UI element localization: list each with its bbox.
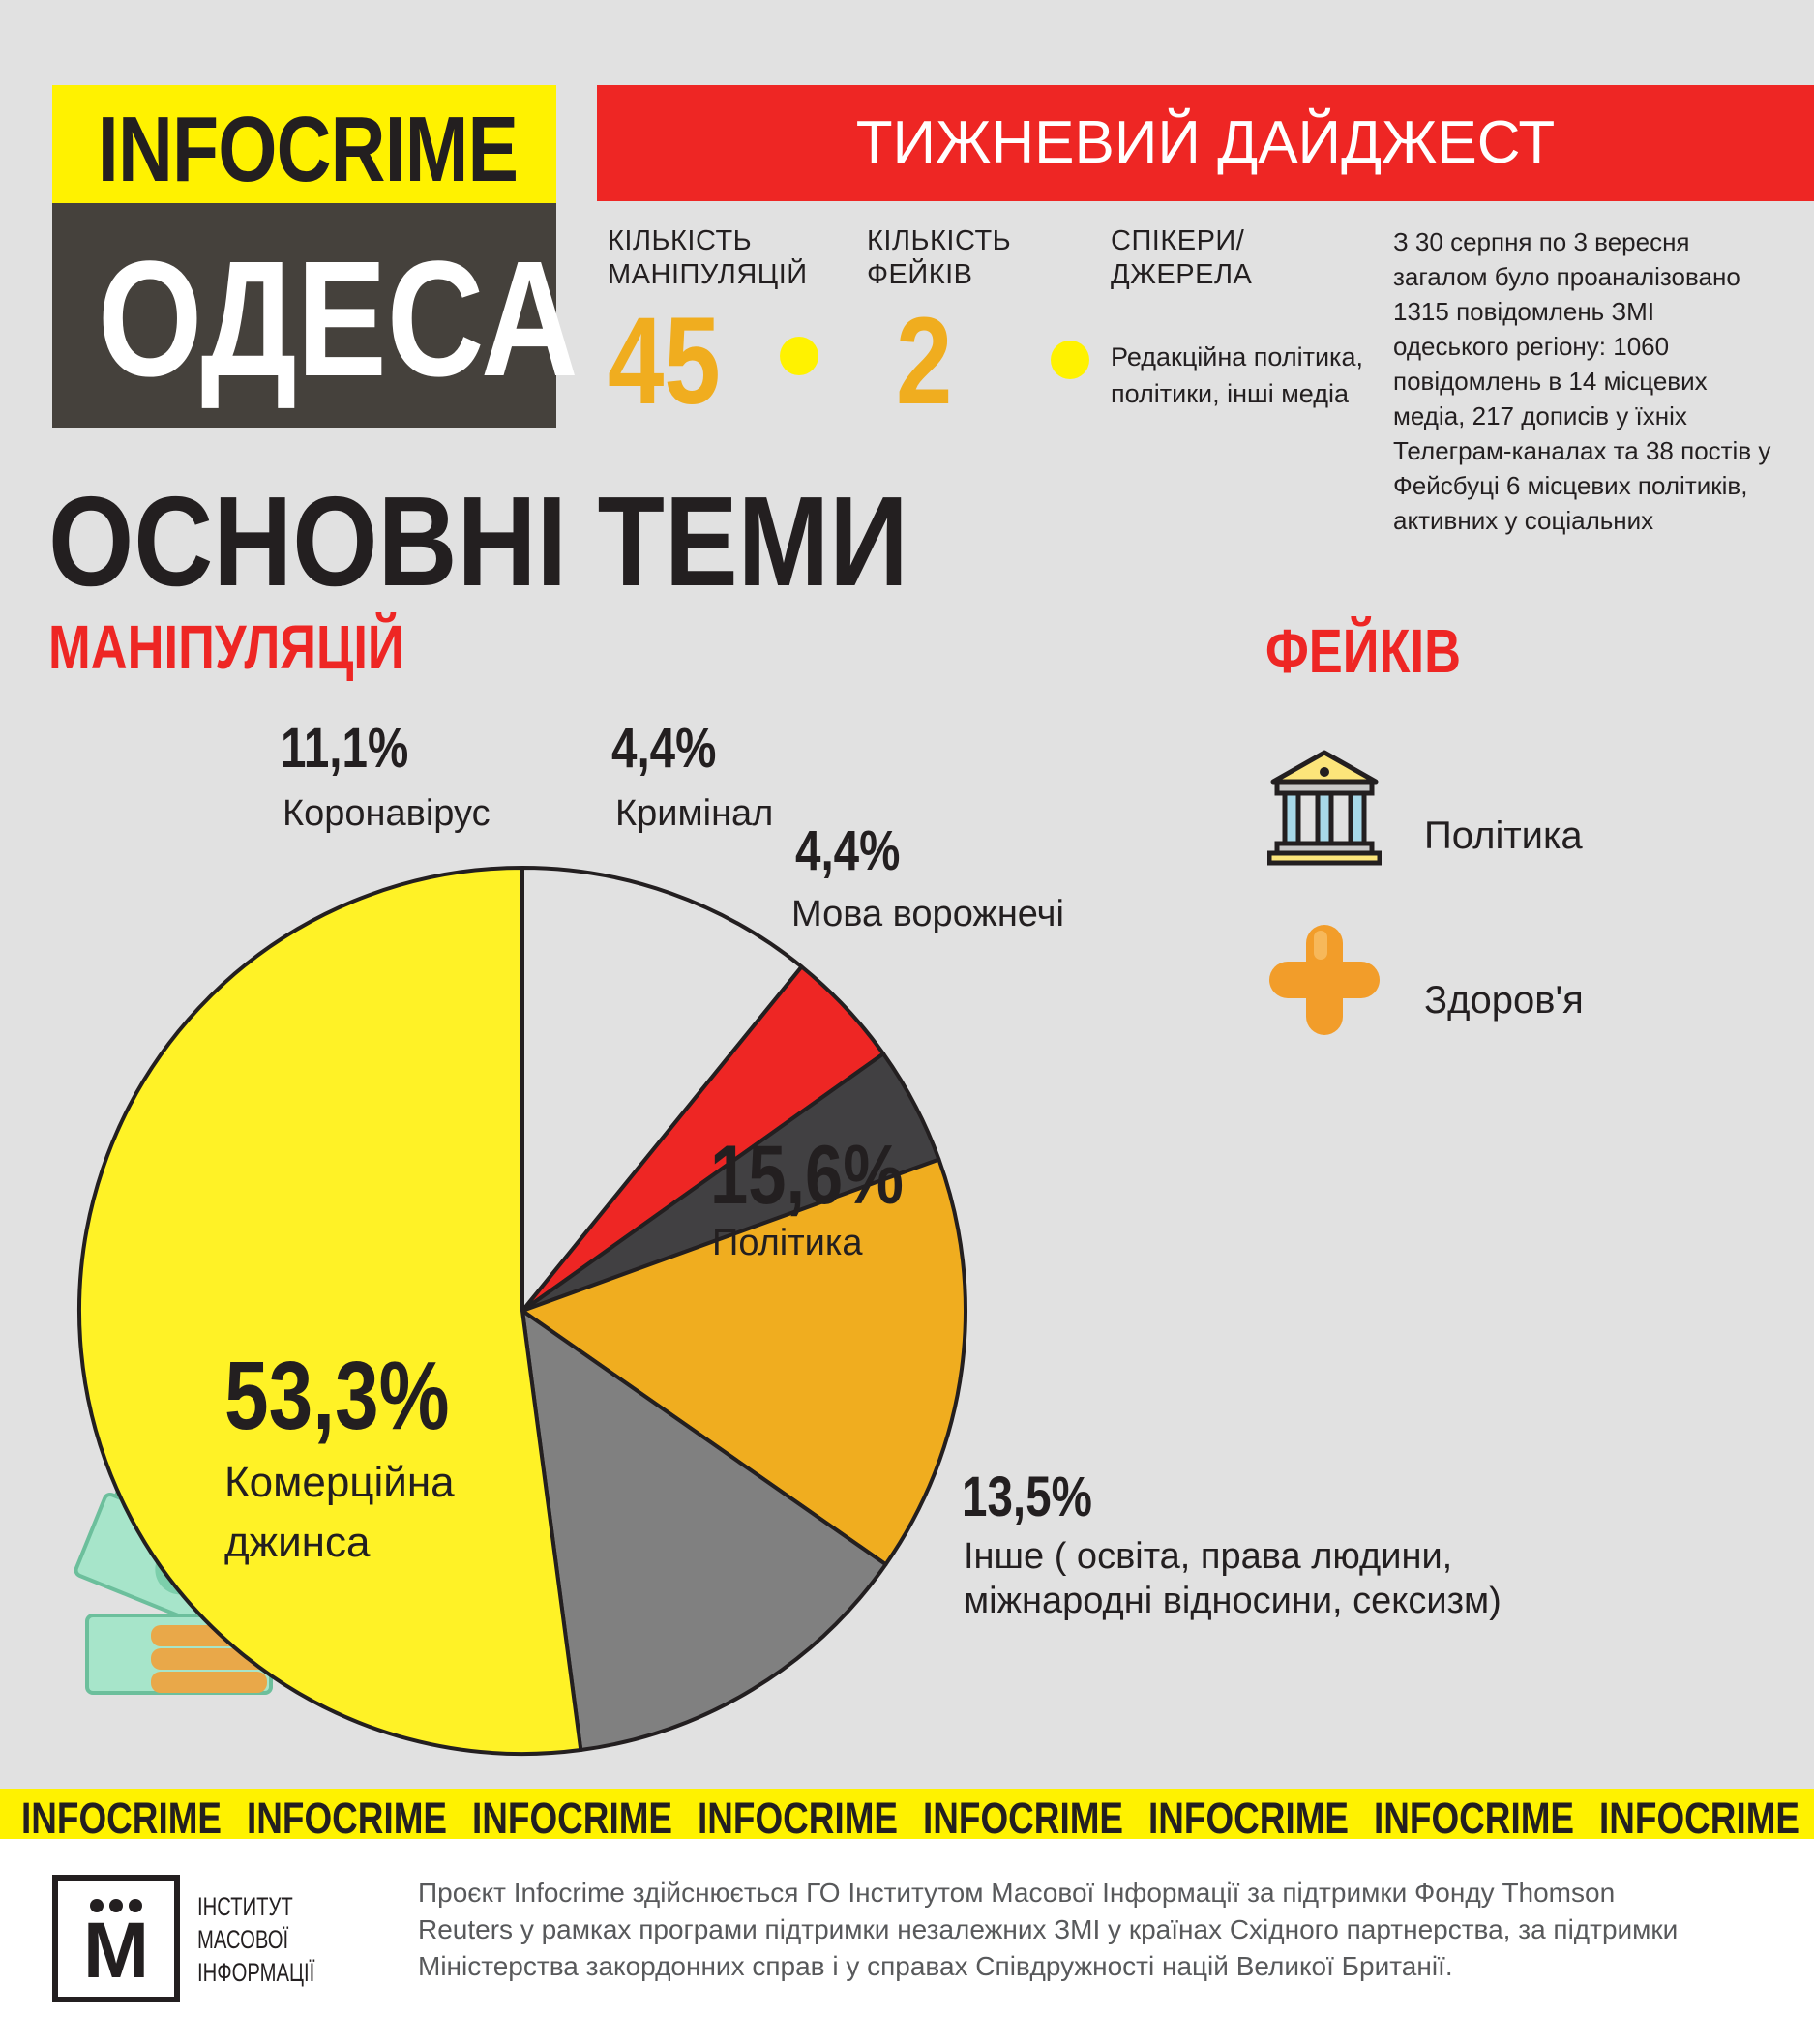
ticker-item: INFOCRIME (1599, 1793, 1800, 1839)
ticker-item: INFOCRIME (472, 1793, 673, 1839)
fake-topic-politics: Політика (1424, 815, 1583, 857)
government-building-icon (1267, 749, 1382, 867)
imi-logo-letter: М (82, 1907, 150, 1995)
ticker-item: INFOCRIME (1374, 1793, 1575, 1839)
manipulations-heading: МАНІПУЛЯЦІЙ (48, 612, 404, 682)
slice-label-politics: Політика (712, 1223, 863, 1263)
infocrime-ticker (0, 1789, 1814, 1839)
fake-topic-health: Здоров'я (1424, 979, 1584, 1022)
slice-label-crime: Кримінал (615, 793, 774, 834)
brand-title: INFOCRIME (97, 98, 519, 201)
medical-cross-icon (1267, 923, 1382, 1037)
ticker-item: INFOCRIME (923, 1793, 1124, 1839)
imi-logo-text: ІНСТИТУТ МАСОВОЇ ІНФОРМАЦІЇ (197, 1892, 315, 1987)
digest-banner (597, 85, 1814, 201)
city-banner (52, 203, 579, 428)
slice-label-other: Інше ( освіта, права людини, міжнародні відносини, сексизм) (964, 1536, 1502, 1621)
slice-percent-other: 13,5% (962, 1466, 1092, 1528)
ticker-item: INFOCRIME (698, 1793, 899, 1839)
slice-percent-politics: 15,6% (710, 1129, 904, 1222)
ticker-item: INFOCRIME (1148, 1793, 1350, 1839)
manipulations-pie-chart (68, 856, 977, 1765)
main-topics-heading: ОСНОВНІ ТЕМИ (48, 470, 908, 612)
slice-label-hate-speech: Мова ворожнечі (791, 894, 1064, 934)
digest-description: З 30 серпня по 3 вересня загалом було проаналізовано 1315 повідомлень ЗМІ одеського регіону: 1060 повідомлень в 14 місцевих медіа, 217 дописів у їхніх Телеграм-каналах та 38 постів у Фейсбуці 6 місцевих політиків, активних у соціальних (1393, 227, 1771, 535)
fakes-heading: ФЕЙКІВ (1265, 616, 1462, 686)
slice-percent-crime: 4,4% (611, 717, 717, 780)
imi-logo (52, 1875, 180, 2002)
speakers-label: СПІКЕРИ/ ДЖЕРЕЛА (1111, 225, 1253, 290)
slice-percent-commercial: 53,3% (224, 1342, 450, 1450)
slice-label-commercial: Комерційна джинса (224, 1459, 455, 1566)
fakes-count-value: 2 (896, 292, 953, 430)
slice-label-coronavirus: Коронавірус (283, 793, 491, 834)
pie-slice (79, 868, 580, 1754)
digest-title: ТИЖНЕВИЙ ДАЙДЖЕСТ (855, 109, 1556, 176)
ticker-item: INFOCRIME (21, 1793, 223, 1839)
ticker-item: INFOCRIME (247, 1793, 448, 1839)
slice-percent-hate-speech: 4,4% (795, 819, 901, 882)
speakers-text: Редакційна політика, політики, інші медіа (1111, 342, 1363, 408)
city-title: ОДЕСА (97, 227, 579, 411)
separator-dot (780, 337, 818, 375)
fakes-count-label: КІЛЬКІСТЬ ФЕЙКІВ (867, 225, 1012, 290)
slice-percent-coronavirus: 11,1% (281, 717, 409, 780)
footer-credits: Проєкт Infocrime здійснюється ГО Інститутом Масової Інформації за підтримки Фонду Thomson Reuters у рамках програми підтримки незалежних ЗМІ у країнах Східного партнерства, за підтримки Міністерства закордонних справ і у справах Співдружності націй Великої Британії. (418, 1878, 1679, 1981)
brand-banner (52, 85, 556, 203)
manipulations-count-value: 45 (608, 292, 721, 430)
manipulations-count-label: КІЛЬКІСТЬ МАНІПУЛЯЦІЙ (608, 225, 808, 290)
separator-dot (1051, 341, 1089, 379)
